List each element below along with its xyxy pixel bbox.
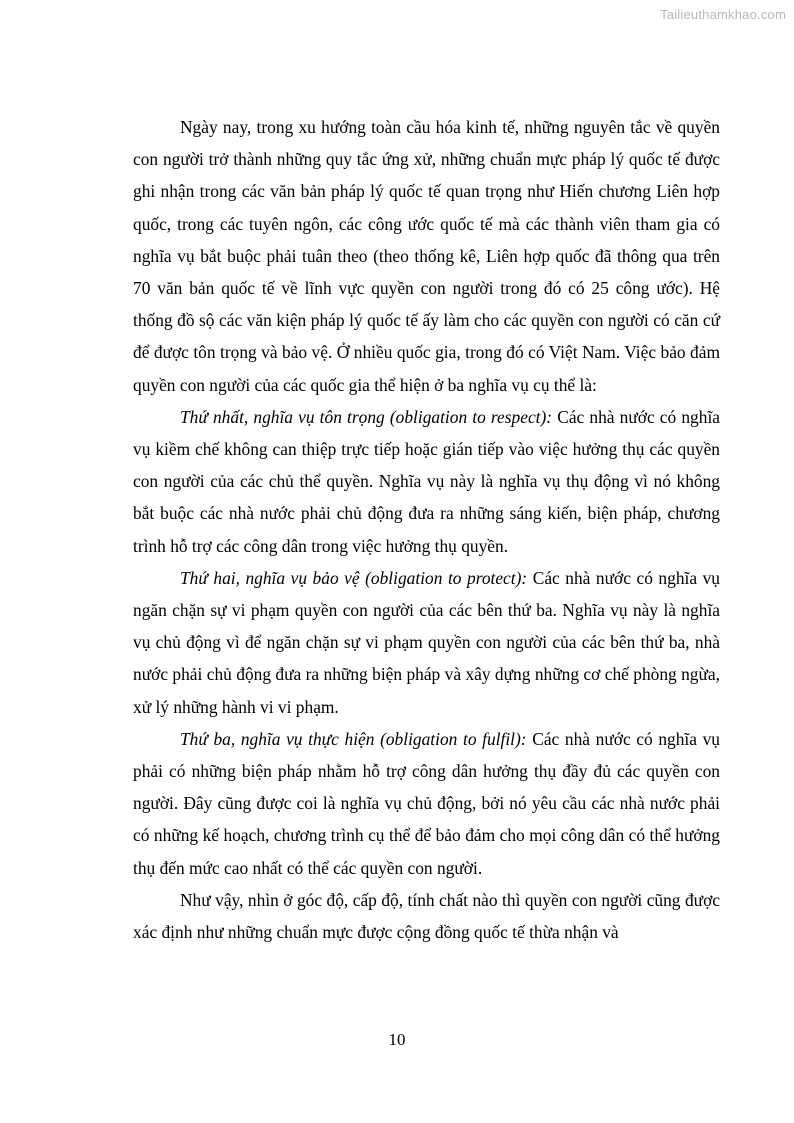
paragraph-lead: Thứ ba, nghĩa vụ thực hiện (obligation to fulfil): <box>180 728 527 749</box>
paragraph-lead: Thứ nhất, nghĩa vụ tôn trọng (obligation to respect): <box>180 406 553 427</box>
paragraph-obligation-respect <box>133 401 720 562</box>
paragraph-obligation-protect <box>133 562 720 723</box>
paragraph-text: Các nhà nước có nghĩa vụ ngăn chặn sự vi phạm quyền con người của các bên thứ ba. Nghĩa vụ này là nghĩa vụ chủ động vì để ngăn chặn sự vi phạm quyền con người của các bên thứ ba, nhà nước phải chủ động đưa ra những biện pháp và xây dựng những cơ chế phòng ngừa, xử lý những hành vi vi phạm. <box>133 567 720 717</box>
paragraph-intro <box>133 111 720 401</box>
paragraph-text: Các nhà nước có nghĩa vụ kiềm chế không can thiệp trực tiếp hoặc gián tiếp vào việc hưởng thụ các quyền con người của các chủ thể quyền. Nghĩa vụ này là nghĩa vụ thụ động vì nó không bắt buộc các nhà nước phải chủ động đưa ra những sáng kiến, biện pháp, chương trình hỗ trợ các công dân trong việc hưởng thụ quyền. <box>133 406 720 556</box>
watermark: Tailieuthamkhao.com <box>660 7 786 22</box>
paragraph-conclusion <box>133 884 720 948</box>
document-body <box>133 111 720 948</box>
paragraph-lead: Thứ hai, nghĩa vụ bảo vệ (obligation to protect): <box>180 567 528 588</box>
paragraph-text: Các nhà nước có nghĩa vụ phải có những biện pháp nhằm hỗ trợ công dân hưởng thụ đầy đủ các quyền con người. Đây cũng được coi là nghĩa vụ chủ động, bởi nó yêu cầu các nhà nước phải có những kế hoạch, chương trình cụ thể để bảo đảm cho mọi công dân có thể hưởng thụ đến mức cao nhất có thể các quyền con người. <box>133 728 720 878</box>
page-number: 10 <box>388 1030 406 1049</box>
paragraph-text: Ngày nay, trong xu hướng toàn cầu hóa kinh tế, những nguyên tắc về quyền con người trở thành những quy tắc ứng xử, những chuẩn mực pháp lý quốc tế được ghi nhận trong các văn bản pháp lý quốc tế quan trọng như Hiến chương Liên hợp quốc, trong các tuyên ngôn, các công ước quốc tế mà các thành viên tham gia có nghĩa vụ bắt buộc phải tuân theo (theo thống kê, Liên hợp quốc đã thông qua trên 70 văn bản quốc tế về lĩnh vực quyền con người trong đó có 25 công ước). Hệ thống đồ sộ các văn kiện pháp lý quốc tế ấy làm cho các quyền con người có căn cứ để được tôn trọng và bảo vệ. Ở nhiều quốc gia, trong đó có Việt Nam. Việc bảo đảm quyền con người của các quốc gia thể hiện ở ba nghĩa vụ cụ thể là: <box>133 117 720 395</box>
paragraph-text: Như vậy, nhìn ở góc độ, cấp độ, tính chất nào thì quyền con người cũng được xác định như những chuẩn mực được cộng đồng quốc tế thừa nhận và <box>133 889 720 943</box>
paragraph-obligation-fulfil <box>133 723 720 884</box>
